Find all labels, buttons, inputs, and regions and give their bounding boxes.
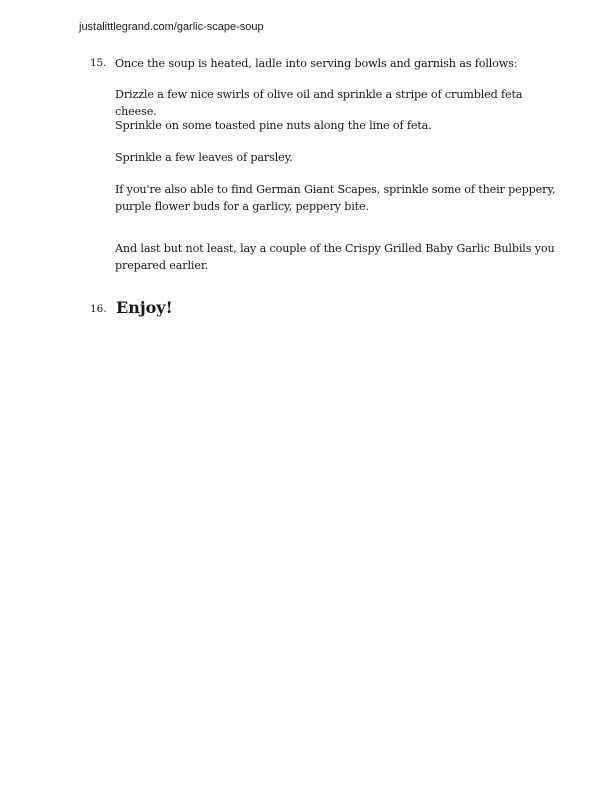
garnish-paragraph-pine-nuts: Sprinkle on some toasted pine nuts along the line of feta. xyxy=(115,119,432,132)
garnish-paragraph-parsley: Sprinkle a few leaves of parsley. xyxy=(115,151,293,164)
garnish-paragraph-bulbils: And last but not least, lay a couple of the Crispy Grilled Baby Garlic Bulbils you prepared earlier. xyxy=(115,242,555,272)
step-16-enjoy: Enjoy! xyxy=(116,298,173,317)
garnish-paragraph-flower-buds: If you're also able to find German Giant Scapes, sprinkle some of their peppery, purple flower buds for a garlicy, peppery bite. xyxy=(115,183,556,213)
page-header-url: justalittlegrand.com/garlic-scape-soup xyxy=(79,21,264,33)
step-number: 16. xyxy=(90,303,107,315)
garnish-paragraph-olive-oil: Drizzle a few nice swirls of olive oil and sprinkle a stripe of crumbled feta cheese. xyxy=(115,88,523,118)
step-number: 15. xyxy=(90,57,107,69)
step-text: Once the soup is heated, ladle into serving bowls and garnish as follows: xyxy=(115,57,518,70)
